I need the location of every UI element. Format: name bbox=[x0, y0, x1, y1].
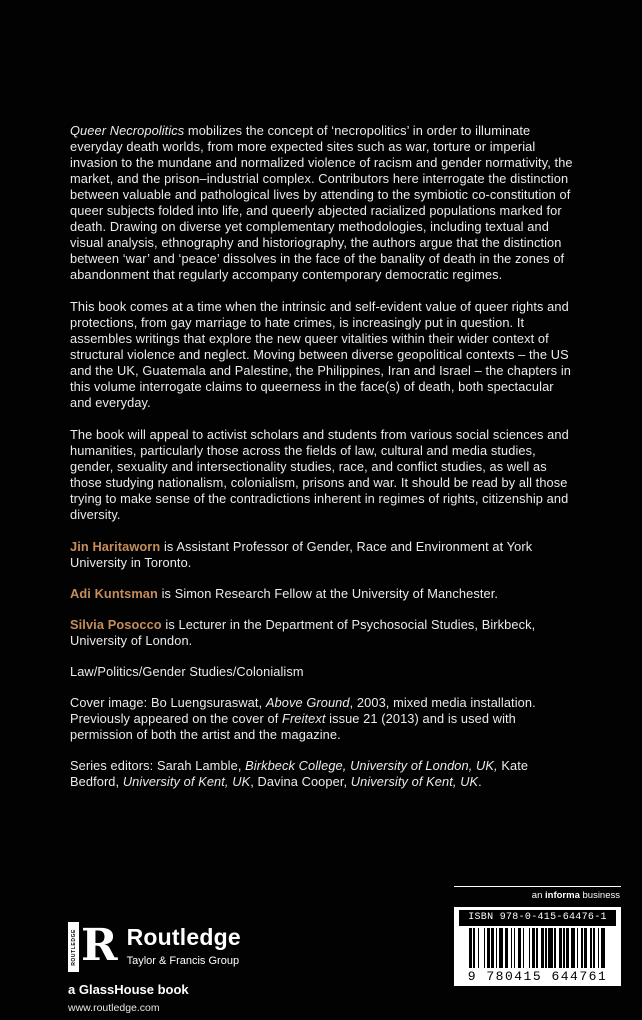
routledge-logo-icon bbox=[68, 922, 118, 972]
barcode-block bbox=[454, 886, 621, 986]
author-bio-posocco: Silvia Posocco is Lecturer in the Department of Psychosocial Studies, Birkbeck, University of London. bbox=[70, 617, 536, 648]
routledge-logo-vertical-text: ROUTLEDGE bbox=[70, 928, 77, 966]
publisher-group: Taylor & Francis Group bbox=[126, 955, 240, 967]
isbn-label: ISBN 978-0-415-64476-1 bbox=[459, 910, 616, 926]
informa-label: an informa business bbox=[531, 890, 620, 901]
series-editors: Series editors: Sarah Lamble, Birkbeck College, University of London, UK, Kate Bedford, University of Kent, UK, Davina Cooper, University of Kent, UK. bbox=[70, 758, 529, 789]
author-bio-haritaworn: Jin Haritaworn is Assistant Professor of Gender, Race and Environment at York University in Toronto. bbox=[70, 539, 533, 570]
cover-image-credit: Cover image: Bo Luengsuraswat, Above Ground, 2003, mixed media installation. Previously appeared on the cover of Freitext issue 21 (2013) and is used with permission of both the artist and the magazine. bbox=[70, 695, 536, 742]
blurb-paragraph-1: Queer Necropolitics mobilizes the concept of ‘necropolitics’ in order to illuminate everyday death worlds, from more expected sites such as war, torture or imperial invasion to the mundane and normalized violence of racism and gender normativity, the market, and the prison–industrial complex. Contributors here interrogate the distinction between valuable and pathological lives by attending to the symbiotic co-constitution of queer subjects folded into life, and queerly abjected racialized populations marked for death. Drawing on diverse yet complementary methodologies, including textual and visual analysis, ethnography and historiography, the authors argue that the distinction between ‘war’ and ‘peace’ dissolves in the face of the banality of death in the zones of abandonment that regularly accompany contemporary democratic regimes. bbox=[70, 123, 573, 282]
publisher-block bbox=[68, 922, 241, 1014]
glasshouse-imprint: a GlassHouse book bbox=[68, 982, 189, 997]
back-cover-text bbox=[70, 123, 578, 806]
publisher-website: www.routledge.com bbox=[68, 1002, 160, 1014]
routledge-logo-letter: R bbox=[81, 920, 118, 971]
barcode-box bbox=[454, 907, 621, 986]
barcode-bars bbox=[459, 928, 616, 968]
publisher-name: Routledge bbox=[126, 924, 241, 950]
author-bio-kuntsman: Adi Kuntsman is Simon Research Fellow at the University of Manchester. bbox=[70, 586, 499, 601]
blurb-paragraph-2: This book comes at a time when the intrinsic and self-evident value of queer rights and protections, from gay marriage to hate crimes, is increasingly put in question. It assembles writings that explore the new queer vitalities within their wider context of structural violence and neglect. Moving between diverse geopolitical contexts – the US and the UK, Guatemala and Palestine, the Philippines, Iran and Israel – the chapters in this volume interrogate claims to queerness in the face(s) of death, both spectacular and everyday. bbox=[70, 299, 571, 410]
blurb-paragraph-3: The book will appeal to activist scholars and students from various social sciences and humanities, particularly those across the fields of law, cultural and media studies, gender, sexuality and intersectionality studies, race, and conflict studies, as well as those studying nationalism, colonialism, prisons and war. It should be read by all those trying to make sense of the contradictions inherent in regimes of rights, citizenship and diversity. bbox=[70, 427, 569, 522]
subject-categories: Law/Politics/Gender Studies/Colonialism bbox=[70, 664, 304, 679]
barcode-digits: 9 780415 644761 bbox=[467, 969, 608, 984]
